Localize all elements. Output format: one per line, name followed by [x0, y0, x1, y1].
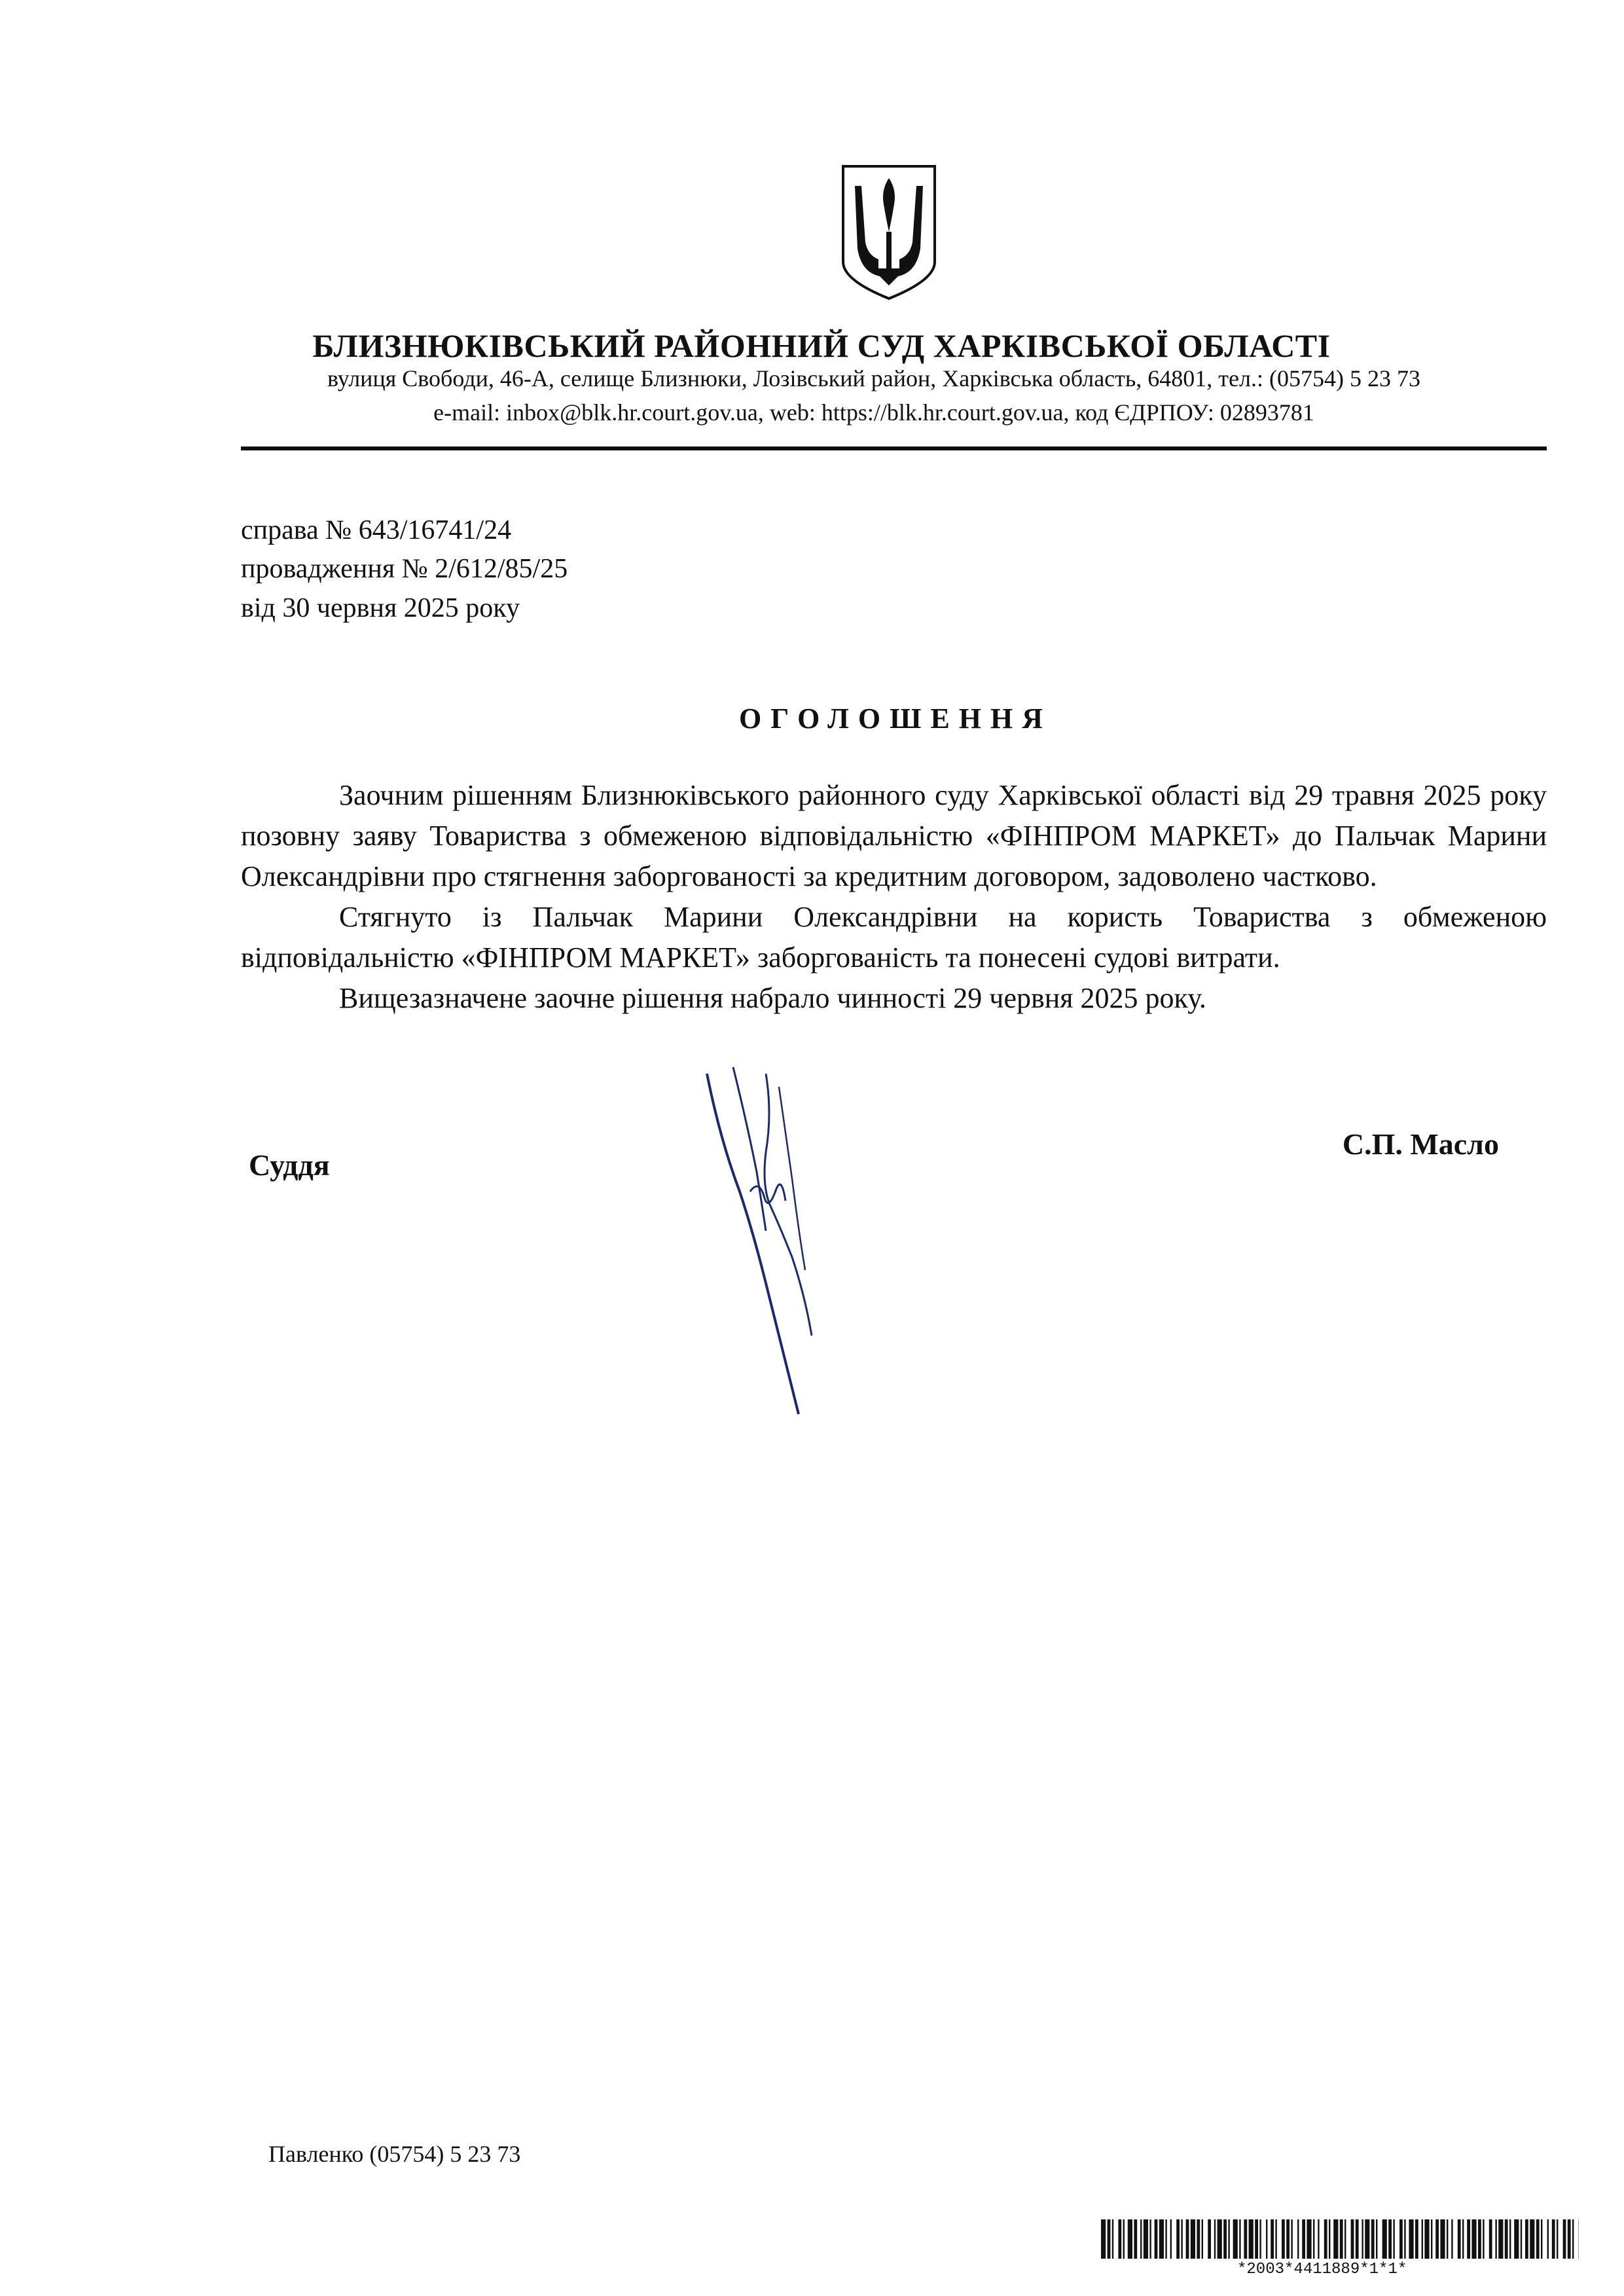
executor-contact: Павленко (05754) 5 23 73 — [268, 2141, 521, 2167]
judge-name: С.П. Масло — [1342, 1127, 1499, 1161]
announcement-body — [241, 775, 1547, 1019]
barcode-icon — [1101, 2219, 1579, 2259]
document-date: від 30 червня 2025 року — [241, 593, 520, 623]
court-contacts: e-mail: inbox@blk.hr.court.gov.ua, web: https://blk.hr.court.gov.ua, код ЄДРПОУ: 02893781 — [433, 399, 1314, 426]
ukraine-trident-emblem-icon — [839, 164, 939, 301]
header-divider — [241, 446, 1547, 450]
judge-role-label: Суддя — [249, 1148, 330, 1182]
barcode-number: *2003*4411889*1*1* — [1237, 2261, 1407, 2278]
announcement-heading: ОГОЛОШЕННЯ — [738, 702, 1053, 735]
handwritten-signature-icon — [694, 1061, 851, 1427]
court-name-title: БЛИЗНЮКІВСЬКИЙ РАЙОННИЙ СУД ХАРКІВСЬКОЇ ОБЛАСТІ — [312, 327, 1331, 364]
announcement-paragraph: Вищезазначене заочне рішення набрало чинності 29 червня 2025 року. — [339, 982, 1206, 1014]
announcement-paragraph: Стягнуто із Пальчак Марини Олександрівни на користь Товариства з обмеженою відповідальністю «ФІНПРОМ МАРКЕТ» заборгованість та понесені судові витрати. — [241, 901, 1547, 974]
court-address: вулиця Свободи, 46-А, селище Близнюки, Лозівський район, Харківська область, 64801, тел.: (05754) 5 23 73 — [327, 365, 1420, 392]
proceeding-number: провадження № 2/612/85/25 — [241, 554, 568, 584]
case-number: справа № 643/16741/24 — [241, 515, 512, 545]
announcement-paragraph: Заочним рішенням Близнюківського районного суду Харківської області від 29 травня 2025 року позовну заяву Товариства з обмеженою відповідальністю «ФІНПРОМ МАРКЕТ» до Пальчак Марини Олександрівни про стягнення заборгованості за кредитним договором, задоволено частково. — [241, 779, 1547, 892]
